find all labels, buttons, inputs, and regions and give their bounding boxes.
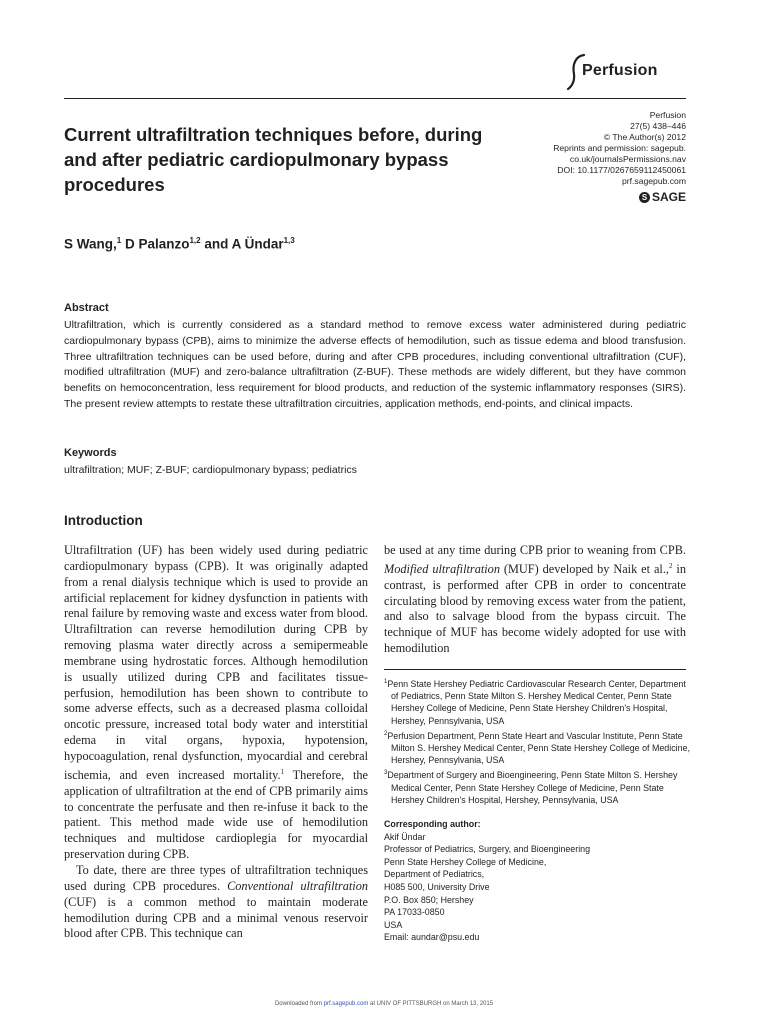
affiliation-text: Penn State Hershey Pediatric Cardiovascular Research Center, Department of Pediatrics, Penn State Milton S. Hershey Medical Center, Penn State Hershey College of Medicine, Penn State Hershey Children's Hospital, Hershey, Pennsylvania, USA xyxy=(387,678,686,726)
abstract-text: Ultrafiltration, which is currently considered as a standard method to remove excess water administered during pediatric cardiopulmonary bypass (CPB), aims to minimize the adverse effects of hemodilution, such as tissue edema and blood transfusion. Three ultrafiltration techniques can be used before, during and after CPB procedures, including conventional ultrafiltration (CUF), modified ultrafiltration (MUF) and zero-balance ultrafiltration (Z-BUF). These methods are widely different, but they have common benefits on hemoconcentration, less requirement for blood products, and reduction of the systemic inflammatory responses (SIRS). The present review attempts to restate these ultrafiltration circuitries, application methods, end-points, and clinical impacts. xyxy=(64,319,686,410)
affiliations xyxy=(384,676,694,807)
affiliation-item xyxy=(384,767,694,806)
keywords-heading: Keywords xyxy=(64,447,117,459)
journal-name: Perfusion xyxy=(582,62,658,79)
emphasis-term: Conventional ultrafiltration xyxy=(227,878,369,893)
affiliation-text: Perfusion Department, Penn State Heart and Vascular Institute, Penn State Milton S. Hershey Medical Center, Penn State Hershey College of Medicine, Hershey, Pennsylvania, USA xyxy=(387,730,690,766)
citation-line: prf.sagepub.com xyxy=(621,176,686,186)
publisher-logo xyxy=(639,190,686,204)
author-list xyxy=(64,236,295,252)
footer-text: at UNIV OF PITTSBURGH on March 13, 2015 xyxy=(368,1001,494,1007)
body-column-right xyxy=(384,543,686,657)
citation-block xyxy=(526,110,686,187)
paragraph-text: (CUF) is a common method to maintain moderate hemodilution during CPB and a minimal venous reservoir blood after CPB. This technique can xyxy=(64,894,368,941)
citation-line: Reprints and permission: sagepub. xyxy=(553,143,686,153)
author-name: S Wang, xyxy=(64,236,117,252)
citation-line: 27(5) 438–446 xyxy=(630,121,686,131)
reference-marker: 2 xyxy=(669,561,673,570)
reference-marker: 1 xyxy=(280,767,285,776)
affiliation-marker: 2 xyxy=(384,730,388,737)
citation-line: DOI: 10.1177/0267659112450061 xyxy=(557,165,686,175)
citation-line: © The Author(s) 2012 xyxy=(603,132,686,142)
corresponding-line: Professor of Pediatrics, Surgery, and Bioengineering xyxy=(384,844,591,855)
affiliation-marker: 1 xyxy=(384,679,388,685)
section-heading-introduction: Introduction xyxy=(64,513,143,528)
emphasis-term: Modified ultrafiltration xyxy=(384,561,500,576)
affiliation-item xyxy=(384,728,694,767)
corresponding-line: Department of Pediatrics, xyxy=(384,869,485,880)
sage-icon: S xyxy=(639,192,650,203)
corresponding-author xyxy=(384,818,694,944)
paragraph-text: Therefore, the application of ultrafiltration at the end of CPB primarily aims to concentrate the perfusate and then re-infuse it back to the patient. This method made wide use of hemodilution techniques and multidose cardioplegia for myocardial preservation during CPB. xyxy=(64,767,368,862)
body-column-left xyxy=(64,543,368,942)
author-affil-ref: 1,2 xyxy=(189,236,201,245)
journal-logo xyxy=(566,52,666,92)
citation-line: Perfusion xyxy=(649,110,686,120)
paragraph xyxy=(384,543,686,657)
corresponding-line: Akif Ündar xyxy=(384,831,426,842)
citation-line: co.uk/journalsPermissions.nav xyxy=(569,154,686,164)
abstract-heading: Abstract xyxy=(64,302,109,314)
corresponding-line: Penn State Hershey College of Medicine, xyxy=(384,856,547,867)
author-affil-ref: 1,3 xyxy=(283,236,295,245)
corresponding-line: P.O. Box 850; Hershey xyxy=(384,894,474,905)
footer-text: Downloaded from xyxy=(274,1001,324,1007)
keywords-text: ultrafiltration; MUF; Z-BUF; cardiopulmonary bypass; pediatrics xyxy=(64,464,357,476)
author-name: and A Ündar xyxy=(200,236,284,252)
affiliation-item xyxy=(384,676,694,727)
paragraph-text: be used at any time during CPB prior to weaning from CPB. xyxy=(384,543,686,557)
author-affil-ref: 1 xyxy=(116,236,122,245)
paragraph-text: (MUF) developed by Naik et al., xyxy=(499,561,669,576)
paragraph-text: To date, there are three types of ultrafiltration techniques used during CPB procedures. xyxy=(64,862,368,893)
download-footer xyxy=(0,1001,768,1007)
corresponding-line: H085 500, University Drive xyxy=(384,881,490,892)
affiliation-marker: 3 xyxy=(384,770,388,777)
author-name: D Palanzo xyxy=(121,236,190,252)
publisher-name: SAGE xyxy=(651,190,686,204)
corresponding-email: Email: aundar@psu.edu xyxy=(384,932,480,943)
header-rule xyxy=(64,98,686,99)
article-title: Current ultrafiltration techniques before, during and after pediatric cardiopulmonary bypass procedures xyxy=(64,124,483,195)
corresponding-line: PA 17033-0850 xyxy=(384,907,445,918)
footnote-rule xyxy=(384,669,686,670)
paragraph-text: in contrast, is performed after CPB in order to concentrate circulating blood by removing excess water from the patient, and also to salvage blood from the bypass circuit. The technique of MUF has become widely adopted for use with hemodilution xyxy=(384,561,686,656)
corresponding-line: USA xyxy=(384,919,403,930)
paragraph xyxy=(64,863,368,942)
paragraph xyxy=(64,543,368,863)
corresponding-heading: Corresponding author: xyxy=(384,819,481,829)
paragraph-text: Ultrafiltration (UF) has been widely used during pediatric cardiopulmonary bypass (CPB). It was originally adapted from a renal dialysis technique which is used to provide an artificial replacement for kidney dysfunction in patients with renal failure by removing waste and excess water from blood. Ultrafiltration can reverse hemodilution during CPB by removing plasma water directly across a semipermeable membrane using hydrostatic forces. Although hemodilution is usually utilized during CPB and facilitates tissue-perfusion, hemodilution has been shown to contribute to some adverse effects, such as a decreased plasma colloidal oncotic pressure, increased total body water and interstitial edema in vital organs, hypoxia, hypotension, hypocoagulation, renal dysfunction, myocardial and cerebral ischemia, and even increased mortality. xyxy=(64,543,368,782)
footer-link[interactable]: prf.sagepub.com xyxy=(323,1001,369,1007)
affiliation-text: Department of Surgery and Bioengineering, Penn State Milton S. Hershey Medical Center, Penn State Hershey College of Medicine, Penn State Hershey Children's Hospital, Hershey, Pennsylvania, USA xyxy=(387,770,678,805)
